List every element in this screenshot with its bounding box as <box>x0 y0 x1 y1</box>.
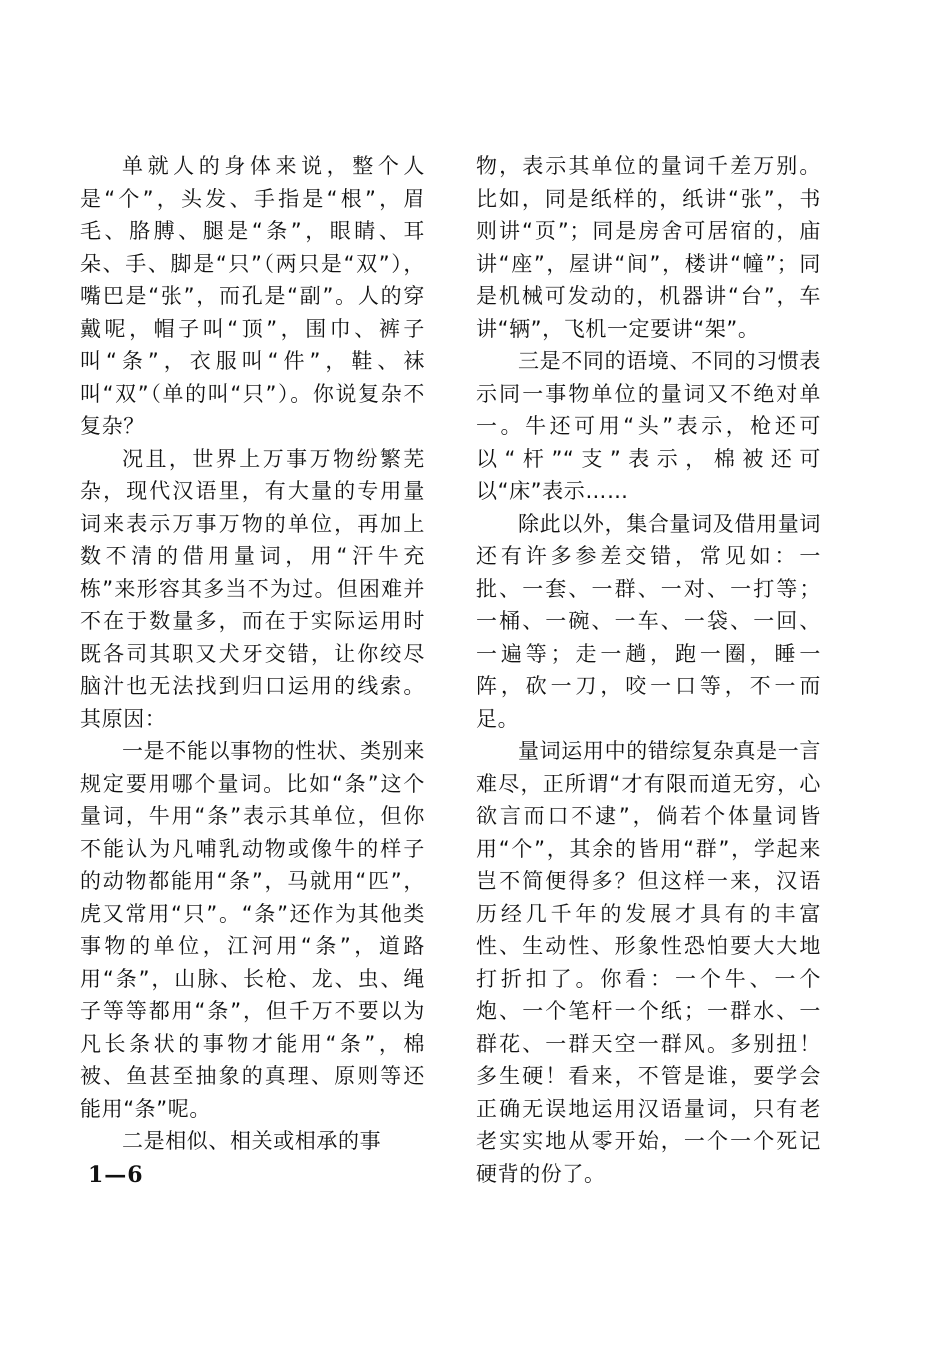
paragraph: 三是不同的语境、不同的习惯表示同一事物单位的量词又不绝对单一。牛还可用“头”表示，枪还可以“杆”“支”表示，棉被还可以“床”表示…… <box>476 349 821 503</box>
paragraph-continuation: 物，表示其单位的量词千差万别。比如，同是纸样的，纸讲“张”，书则讲“页”；同是房舍可居宿的，庙讲“座”，屋讲“间”，楼讲“幢”；同是机械可发动的，机器讲“台”，车讲“辆”，飞机一定要讲“架”。 <box>476 154 821 341</box>
paragraph: 除此以外，集合量词及借用量词还有许多参差交错，常见如：一批、一套、一群、一对、一打等；一桶、一碗、一车、一袋、一回、一遍等；走一趟，跑一圈，睡一阵，砍一刀，咬一口等，不一而足。 <box>476 511 821 731</box>
paragraph: 单就人的身体来说，整个人是“个”，头发、手指是“根”，眉毛、胳膊、腿是“条”，眼睛、耳朵、手、脚是“只”（两只是“双”），嘴巴是“张”，而孔是“副”。人的穿戴呢，帽子叫“顶”，围巾、裤子叫“条”，衣服叫“件”，鞋、袜叫“双”（单的叫“只”）。你说复杂不复杂？ <box>80 154 425 438</box>
paragraph: 一是不能以事物的性状、类别来规定要用哪个量词。比如“条”这个量词，牛用“条”表示其单位，但你不能认为凡哺乳动物或像牛的样子的动物都能用“条”，马就用“匹”，虎又常用“只”。“条”还作为其他类事物的单位，江河用“条”，道路用“条”，山脉、长枪、龙、虫、绳子等等都用“条”，但千万不要以为凡长条状的事物才能用“条”，棉被、鱼甚至抽象的真理、原则等还能用“条”呢。 <box>80 739 425 1121</box>
right-column <box>476 150 821 1190</box>
paragraph: 况且，世界上万事万物纷繁芜杂，现代汉语里，有大量的专用量词来表示万事万物的单位，再加上数不清的借用量词，用“汗牛充栋”来形容其多当不为过。但困难并不在于数量多，而在于实际运用时既各司其职又犬牙交错，让你绞尽脑汁也无法找到归口运用的线索。其原因： <box>80 446 425 731</box>
left-column <box>80 150 425 1158</box>
paragraph: 二是相似、相关或相承的事 <box>122 1129 382 1153</box>
page-number: 1—6 <box>88 1162 144 1188</box>
paragraph: 量词运用中的错综复杂真是一言难尽，正所谓“才有限而道无穷，心欲言而口不逮”，倘若个体量词皆用“个”，其余的皆用“群”，学起来岂不简便得多？但这样一来，汉语历经几千年的发展才具有的丰富性、生动性、形象性恐怕要大大地打折扣了。你看：一个牛、一个炮、一个笔杆一个纸；一群水、一群花、一群天空一群风。多别扭！多生硬！看来，不管是谁，要学会正确无误地运用汉语量词，只有老老实实地从零开始，一个一个死记硬背的份了。 <box>476 739 821 1186</box>
